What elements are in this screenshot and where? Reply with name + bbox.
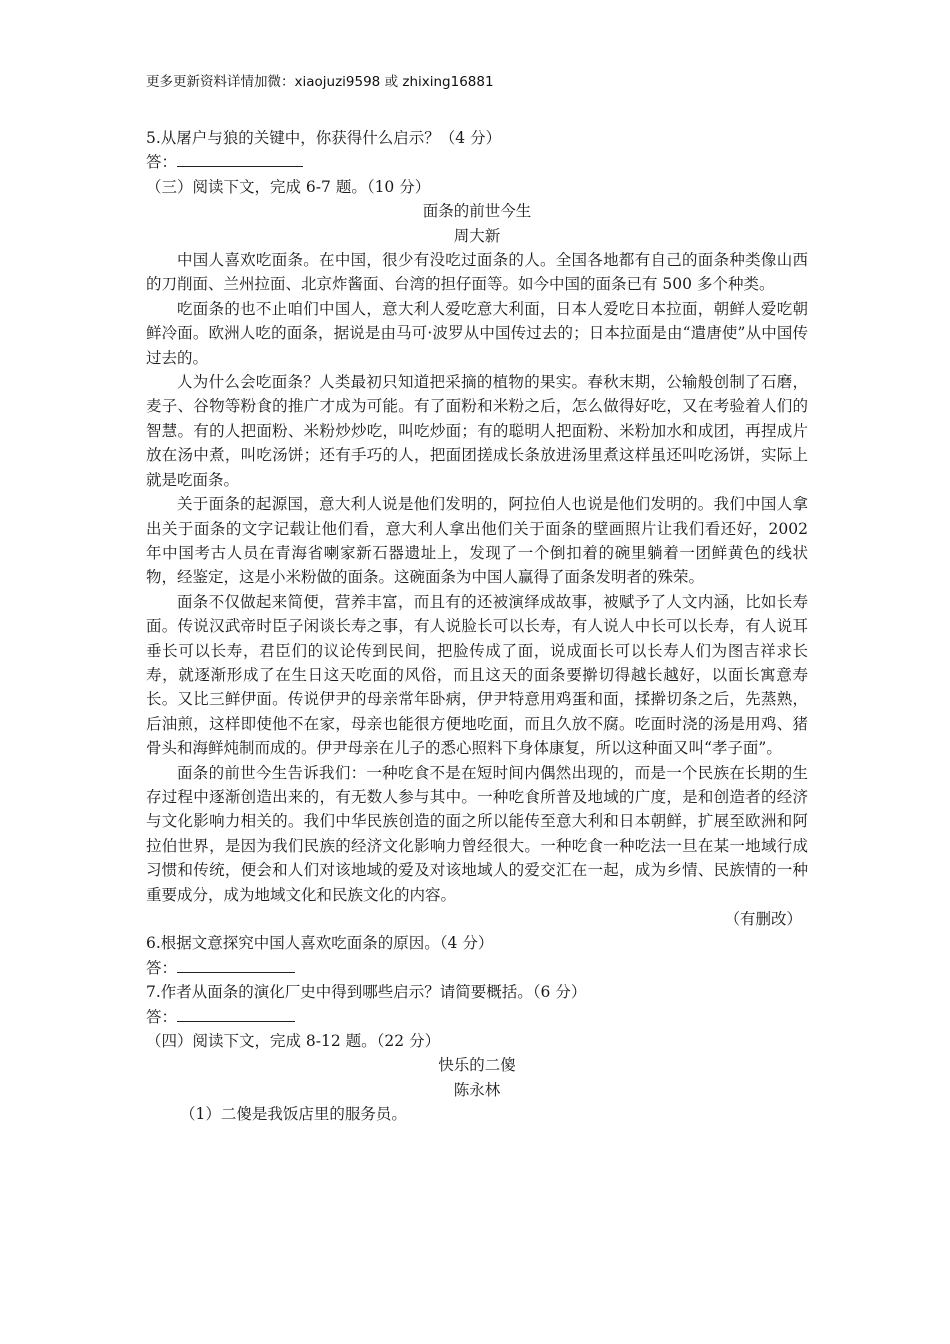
answer-blank[interactable] (177, 150, 303, 167)
answer-label: 答： (146, 958, 178, 977)
article-paragraph: 面条的前世今生告诉我们：一种吃食不是在短时间内偶然出现的，而是一个民族在长期的生存过程中逐渐创造出来的，有无数人参与其中。一种吃食所普及地域的广度，是和创造者的经济与文化影响力相关的。我们中华民族创造的面之所以能传至意大利和日本朝鲜，扩展至欧洲和阿拉伯世界，是因为我们民族的经济文化影响力曾经很大。一种吃食一种吃法一旦在某一地域行成习惯和传统，便会和人们对该地域的爱及对该地域人的爱交汇在一起，成为乡情、民族情的一种重要成分，成为地域文化和民族文化的内容。 (146, 763, 808, 904)
document-body (146, 126, 808, 1127)
answer-line-7 (146, 1005, 808, 1029)
question-5: 5.从屠户与狼的关键中，你获得什么启示？（4 分） (146, 129, 502, 147)
header-note: 更多更新资料详情加微：xiaojuzi9598 或 zhixing16881 (146, 74, 494, 90)
answer-line-6 (146, 956, 808, 980)
article-2-paragraph: （1）二傻是我饭店里的服务员。 (180, 1105, 407, 1124)
article-paragraph: 人为什么会吃面条？人类最初只知道把采摘的植物的果实。春秋末期，公输般创制了石磨，麦子、谷物等粉食的推广才成为可能。有了面粉和米粉之后，怎么做得好吃，又在考验着人们的智慧。有的人把面粉、米粉炒炒吃，叫吃炒面；有的聪明人把面粉、米粉加水和成团，再捏成片放在汤中煮，叫吃汤饼；还有手巧的人，把面团搓成长条放进汤里煮这样虽还叫吃汤饼，实际上就是吃面条。 (146, 373, 808, 489)
article-paragraph: 中国人喜欢吃面条。在中国，很少有没吃过面条的人。全国各地都有自己的面条种类像山西的刀削面、兰州拉面、北京炸酱面、台湾的担仔面等。如今中国的面条已有 500 多个种类。 (146, 251, 808, 294)
question-7: 7.作者从面条的演化厂史中得到哪些启示？请简要概括。（6 分） (146, 983, 587, 1002)
article-author: 周大新 (453, 226, 501, 245)
answer-blank[interactable] (177, 956, 295, 973)
edit-note: （有删改） (724, 910, 802, 928)
section-4-heading: （四）阅读下文，完成 8-12 题。（22 分） (146, 1032, 441, 1051)
article-2-title: 快乐的二傻 (438, 1056, 516, 1075)
article-paragraph: 面条不仅做起来简便，营养丰富，而且有的还被演绎成故事，被赋予了人文内涵，比如长寿面。传说汉武帝时臣子闲谈长寿之事，有人说脸长可以长寿，有人说人中长可以长寿，有人说耳垂长可以长寿，君臣们的议论传到民间，把脸传成了面，说成面长可以长寿人们为图吉祥求长寿，就逐渐形成了在生日这天吃面的风俗，而且这天的面条要擀切得越长越好，以面长寓意寿长。又比三鲜伊面。传说伊尹的母亲常年卧病，伊尹特意用鸡蛋和面，揉擀切条之后，先蒸熟，后油煎，这样即使他不在家，母亲也能很方便地吃面，而且久放不腐。吃面时浇的汤是用鸡、猪骨头和海鲜炖制而成的。伊尹母亲在儿子的悉心照料下身体康复，所以这种面又叫“孝子面”。 (146, 592, 808, 758)
article-title: 面条的前世今生 (422, 202, 532, 221)
question-6: 6.根据文意探究中国人喜欢吃面条的原因。（4 分） (146, 934, 494, 953)
article-2-author: 陈永林 (453, 1080, 501, 1099)
article-paragraph: 关于面条的起源国，意大利人说是他们发明的，阿拉伯人也说是他们发明的。我们中国人拿出关于面条的文字记载让他们看，意大利人拿出他们关于面条的壁画照片让我们看还好，2002 年中国考古人员在青海省喇家新石器遗址上，发现了一个倒扣着的碗里躺着一团鲜黄色的线状物，经鉴定，这是小米粉做的面条。这碗面条为中国人赢得了面条发明者的殊荣。 (146, 495, 808, 587)
answer-label: 答： (146, 153, 178, 172)
answer-line-5 (146, 150, 808, 174)
section-3-heading: （三）阅读下文，完成 6-7 题。（10 分） (146, 177, 431, 196)
article-paragraph: 吃面条的也不止咱们中国人，意大利人爱吃意大利面，日本人爱吃日本拉面，朝鲜人爱吃朝鲜冷面。欧洲人吃的面条，据说是由马可·波罗从中国传过去的；日本拉面是由“遣唐使”从中国传过去的。 (146, 299, 808, 367)
answer-blank[interactable] (177, 1005, 295, 1022)
answer-label: 答： (146, 1007, 178, 1026)
